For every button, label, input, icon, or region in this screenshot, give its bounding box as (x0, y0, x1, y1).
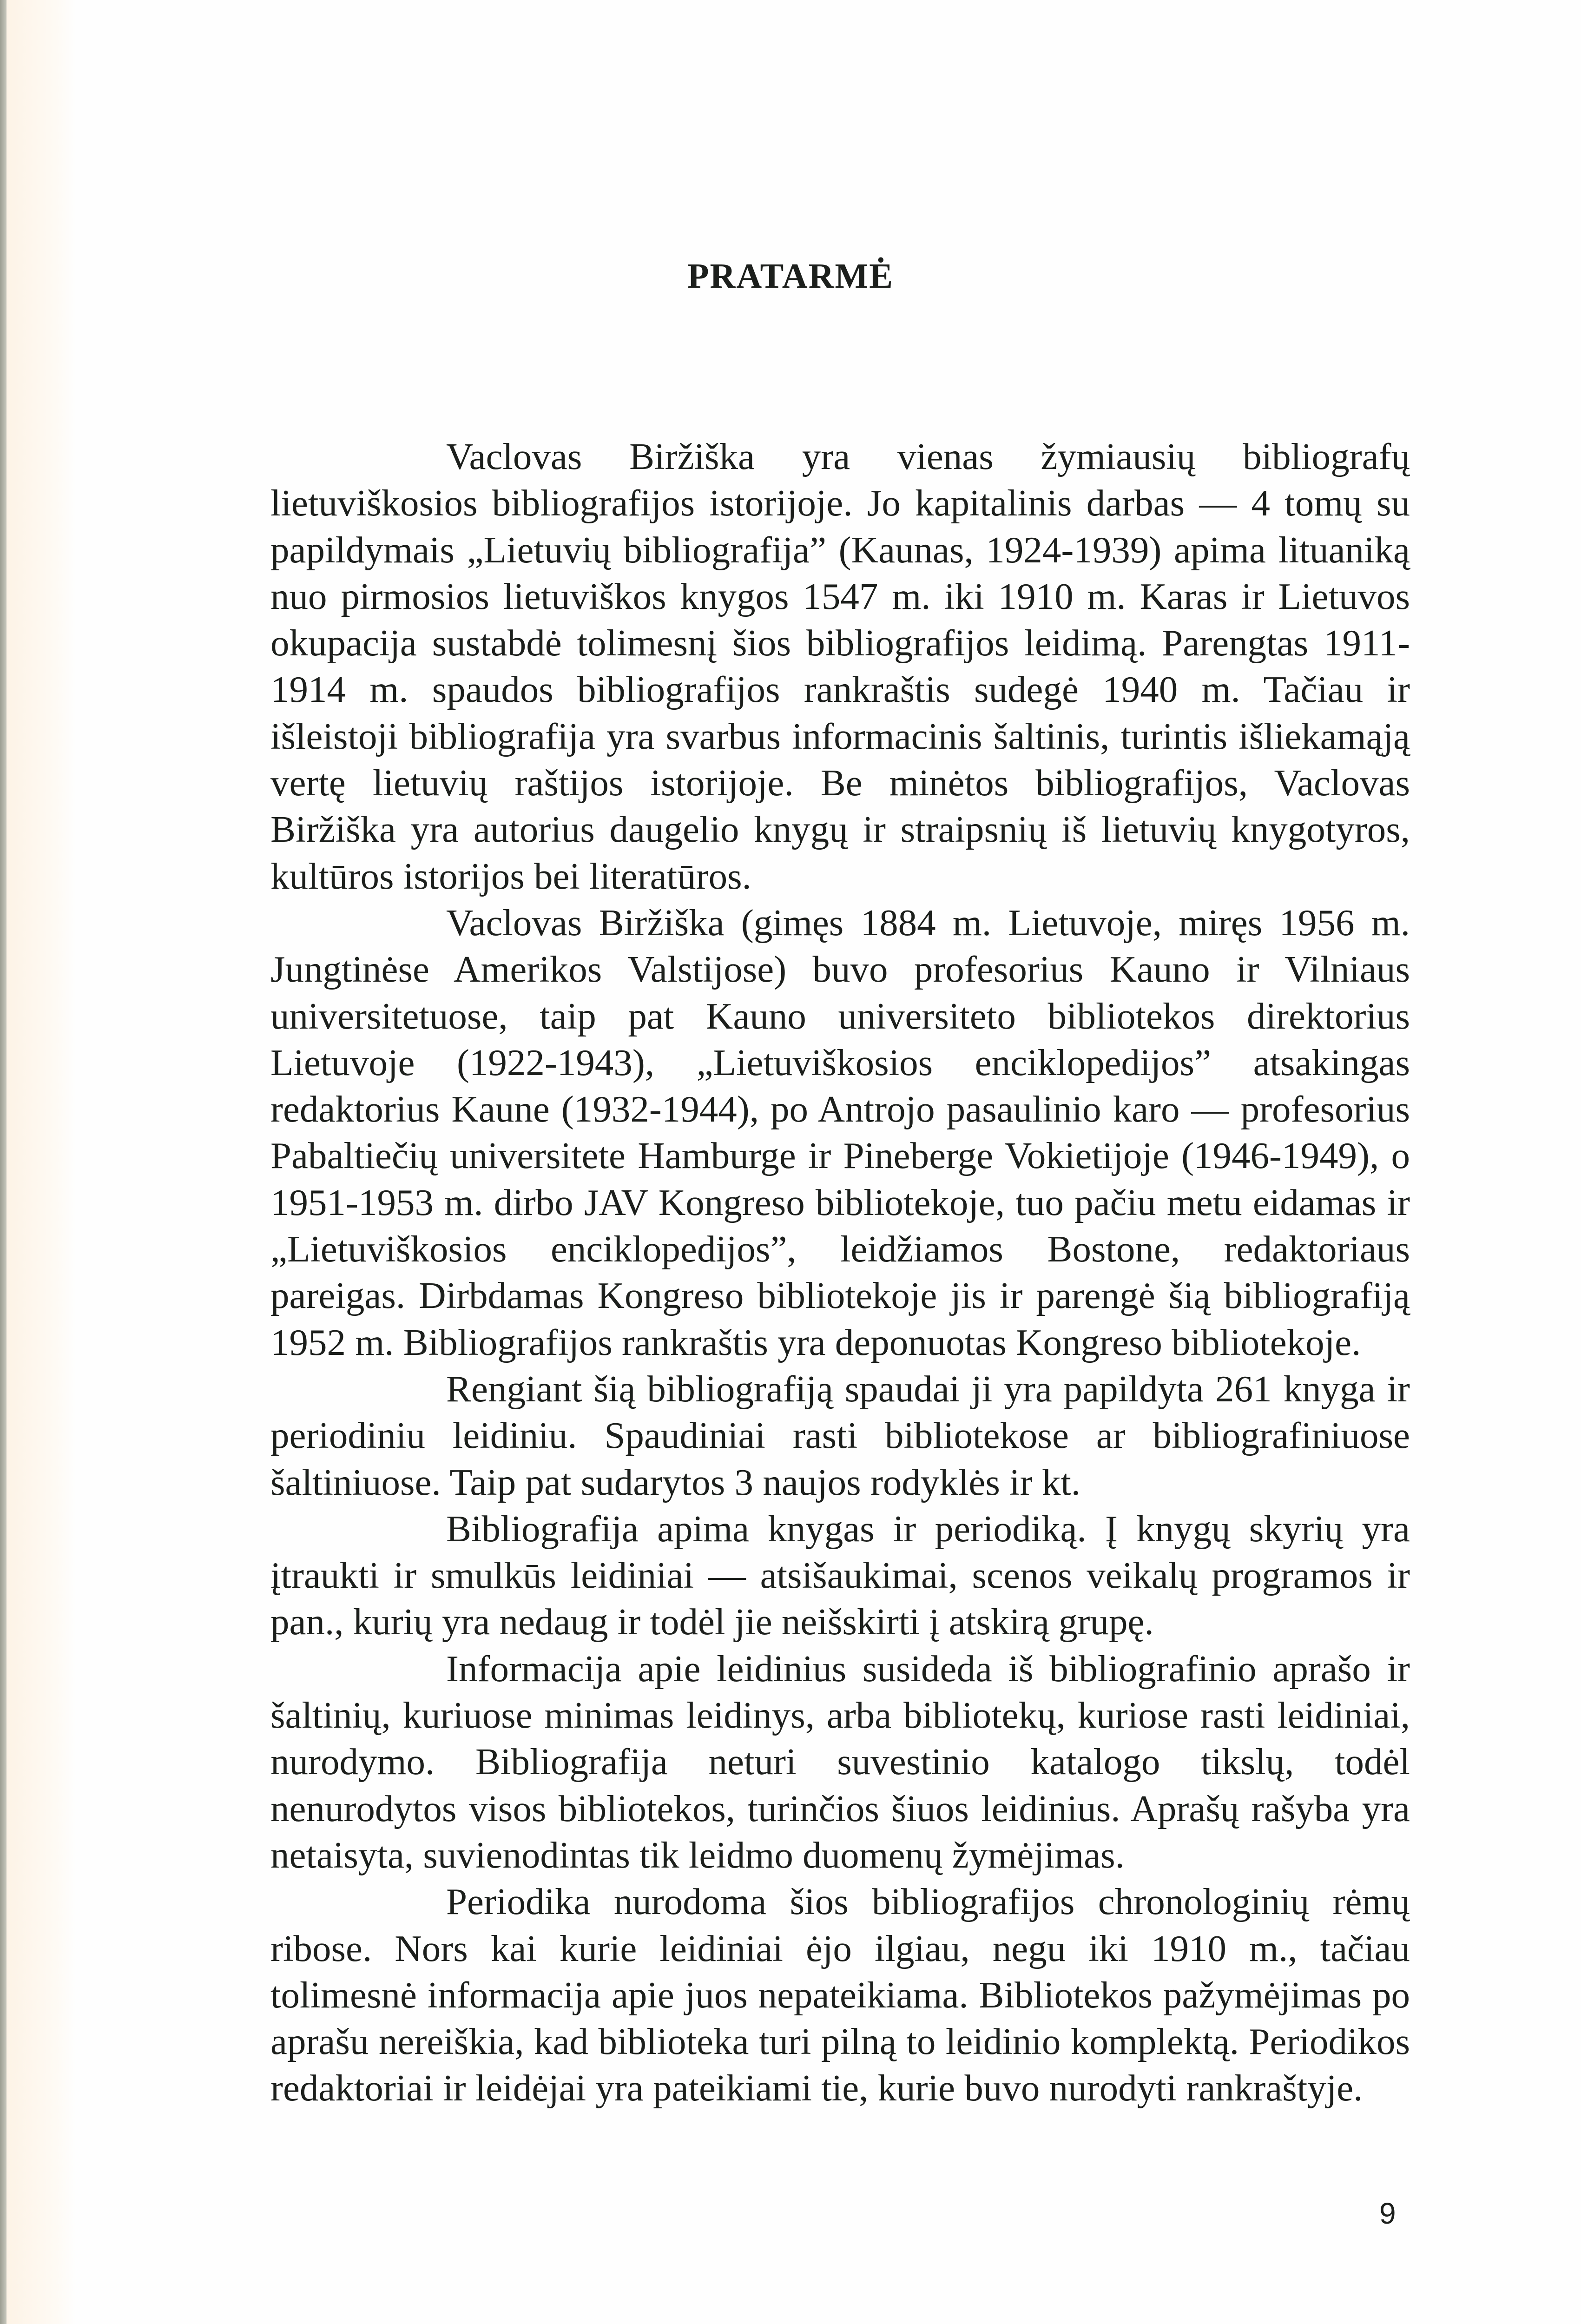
paragraph-scope: Bibliografija apima knygas ir periodiką. Į knygų skyrių yra įtraukti ir smulkūs leidiniai — atsišaukimai, scenos veikalų programos ir pan., kurių yra nedaug ir todėl jie neišskirti į atskirą grupę. (270, 1507, 1410, 1643)
book-binding-edge (0, 0, 7, 2324)
page-number: 9 (1379, 2197, 1396, 2230)
page-gutter-shading (7, 0, 76, 2324)
paragraph-biography: Vaclovas Biržiška (gimęs 1884 m. Lietuvoje, miręs 1956 m. Jungtinėse Amerikos Valstijose) buvo profesorius Kauno ir Vilniaus universitetuose, taip pat Kauno universiteto bibliotekos direktorius Lietuvoje (1922-1943), „Lietuviškosios enciklopedijos” atsakingas redaktorius Kaune (1932-1944), po Antrojo pasaulinio karo — profesorius Pabaltiečių universitete Hamburge ir Pineberge Vokietijoje (1946-1949), o 1951-1953 m. dirbo JAV Kongreso bibliotekoje, tuo pačiu metu eidamas ir „Lietuviškosios enciklopedijos”, leidžiamos Bostone, redaktoriaus pareigas. Dirbdamas Kongreso bibliotekoje jis ir parengė šią bibliografiją 1952 m. Bibliografijos rankraštis yra deponuotas Kongreso bibliotekoje. (270, 901, 1410, 1363)
paragraph-periodicals: Periodika nurodoma šios bibliografijos chronologinių rėmų ribose. Nors kai kurie leidiniai ėjo ilgiau, negu iki 1910 m., tačiau tolimesnė informacija apie juos nepateikiama. Bibliotekos pažymėjimas po aprašu nereiškia, kad biblioteka turi pilną to leidinio komplektą. Periodikos redaktoriai ir leidėjai yra pateikiami tie, kurie buvo nurodyti rankraštyje. (270, 1881, 1410, 2109)
paragraph-supplement: Rengiant šią bibliografiją spaudai ji yra papildyta 261 knyga ir periodiniu leidiniu. Spaudiniai rasti bibliotekose ar bibliografiniuose šaltiniuose. Taip pat sudarytos 3 naujos rodyklės ir kt. (270, 1367, 1410, 1503)
paragraph-about-birziska: Vaclovas Biržiška yra vienas žymiausių bibliografų lietuviškosios bibliografijos istorijoje. Jo kapitalinis darbas — 4 tomų su papildymais „Lietuvių bibliografija” (Kaunas, 1924-1939) apima lituaniką nuo pirmosios lietuviškos knygos 1547 m. iki 1910 m. Karas ir Lietuvos okupacija sustabdė tolimesnį šios bibliografijos leidimą. Parengtas 1911-1914 m. spaudos bibliografijos rankraštis sudegė 1940 m. Tačiau ir išleistoji bibliografija yra svarbus informacinis šaltinis, turintis išliekamąją vertę lietuvių raštijos istorijoje. Be minėtos bibliografijos, Vaclovas Biržiška yra autorius daugelio knygų ir straipsnių iš lietuvių knygotyros, kultūros istorijos bei literatūros. (270, 436, 1410, 897)
page-title: PRATARMĖ (687, 256, 894, 296)
paragraph-entry-info: Informacija apie leidinius susideda iš bibliografinio aprašo ir šaltinių, kuriuose minimas leidinys, arba bibliotekų, kuriose rasti leidiniai, nurodymo. Bibliografija neturi suvestinio katalogo tikslų, todėl nenurodytos visos bibliotekos, turinčios šiuos leidinius. Aprašų rašyba yra netaisyta, suvienodintas tik leidmo duomenų žymėjimas. (270, 1647, 1410, 1876)
preface-body (270, 433, 1410, 2112)
